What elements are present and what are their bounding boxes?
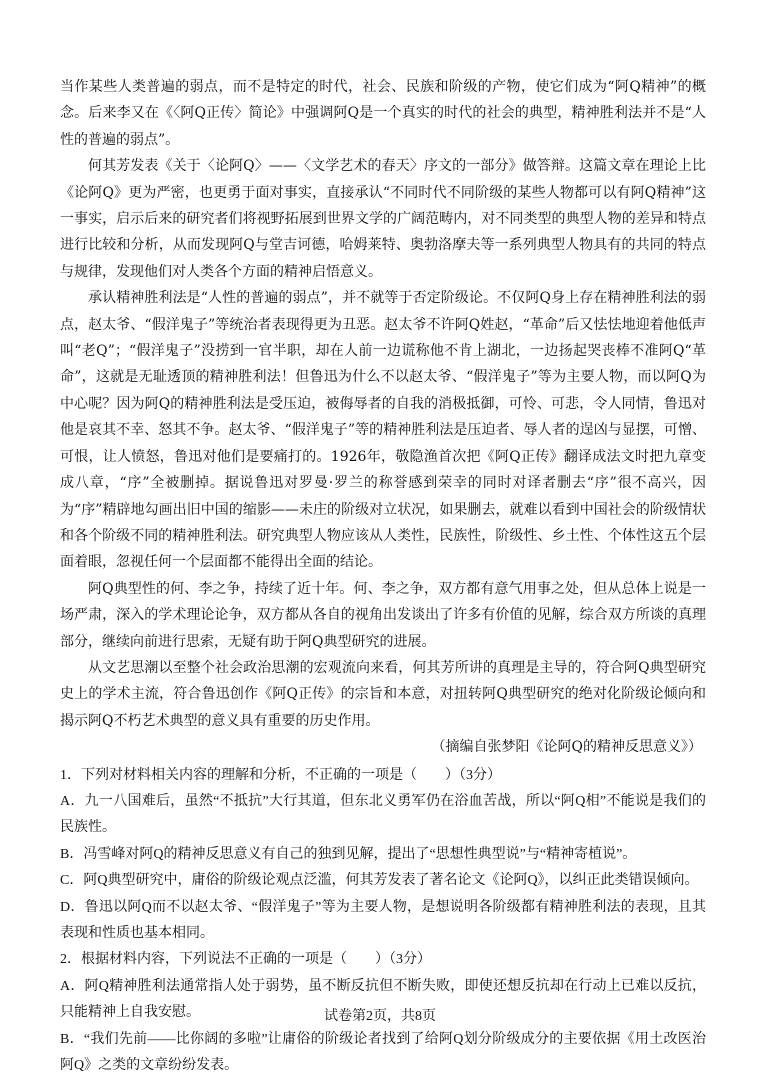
passage-paragraph: 当作某些人类普遍的弱点，而不是特定的时代，社会、民族和阶级的产物，使它们成为“阿Q精神”的概念。后来李又在《〈阿Q正传〉简论》中强调阿Q是一个真实的时代的社会的典型，精神胜利法并不是“人性的普遍的弱点”。 [60,79,706,148]
passage-paragraph: 从文艺思潮以至整个社会政治思潮的宏观流向来看，何其芳所讲的真理是主导的，符合阿Q典型研究史上的学术主流，符合鲁迅创作《阿Q正传》的宗旨和本意，对扭转阿Q典型研究的绝对化阶级论倾向和揭示阿Q不朽艺术典型的意义具有重要的历史作用。 [60,659,706,729]
passage-paragraph: 承认精神胜利法是“人性的普遍的弱点”，并不就等于否定阶级论。不仅阿Q身上存在精神胜利法的弱点，赵太爷、“假洋鬼子”等统治者表现得更为丑恶。赵太爷不许阿Q姓赵，“革命”后又怯怯地迎着他低声叫“老Q”；“假洋鬼子”没捞到一官半职，却在人前一边谎称他不肯上湖北，一边扬起哭丧棒不准阿Q“革命”，这就是无耻透顶的精神胜利法！但鲁迅为什么不以赵太爷、“假洋鬼子”等为主要人物，而以阿Q为中心呢？因为阿Q的精神胜利法是受压迫，被侮辱者的自我的消极抵御，可怜、可悲，令人同情，鲁迅对他是哀其不幸、怒其不争。赵太爷、“假洋鬼子”等的精神胜利法是压迫者、辱人者的逞凶与显摆，可憎、可恨，让人愤怒，鲁迅对他们是要痛打的。1926年，敬隐渔首次把《阿Q正传》翻译成法文时把九章变成八章，“序”全被删掉。据说鲁迅对罗曼·罗兰的称誉感到荣幸的同时对译者删去“序”很不高兴，因为“序”精辟地勾画出旧中国的缩影——未庄的阶级对立状况，如果删去，就难以看到中国社会的阶级情状和各个阶级不同的精神胜利法。研究典型人物应该从人类性，民族性，阶级性、乡土性、个体性这五个层面着眼，忽视任何一个层面都不能得出全面的结论。 [60,290,706,571]
answer-option-b: B．“我们先前——比你阔的多啦”让庸俗的阶级论者找到了给阿Q划分阶级成分的主要依据《用土改医治阿Q》之类的文章纷纷发表。 [60,1031,706,1074]
reading-passage [60,74,706,761]
passage-source: （摘编自张梦阳《论阿Q的精神反思意义》） [431,739,702,756]
question-1 [60,763,706,948]
question-stem: 2．根据材料内容，下列说法不正确的一项是（ ）（3分） [60,952,431,968]
answer-option-d: D．鲁迅以阿Q而不以赵太爷、“假洋鬼子”等为主要人物，是想说明各阶级都有精神胜利法的表现，且其表现和性质也基本相同。 [60,899,706,941]
answer-option-a: A．九一八国难后，虽然“不抵抗”大行其道，但东北义勇军仍在浴血苦战，所以“阿Q相”不能说是我们的民族性。 [60,793,706,836]
passage-paragraph: 阿Q典型性的何、李之争，持续了近十年。何、李之争，双方都有意气用事之处，但从总体上说是一场严肃，深入的学术理论论争，双方都从各自的视角出发谈出了许多有价值的见解，综合双方所谈的真理部分，继续向前进行思索，无疑有助于阿Q典型研究的进展。 [60,580,706,650]
answer-option-b: B．冯雪峰对阿Q的精神反思意义有自己的独到见解，提出了“思想性典型说”与“精神寄植说”。 [60,846,637,862]
page-content [60,74,706,1079]
answer-option-a: A．阿Q精神胜利法通常指人处于弱势，虽不断反抗但不断失败，即使还想反抗却在行动上已难以反抗，只能精神上自我安慰。 [60,978,706,1021]
question-stem: 1．下列对材料相关内容的理解和分析，不正确的一项是（ ）（3分） [60,767,501,783]
page-footer: 试卷第2页，共8页 [324,1009,436,1024]
answer-option-c: C．阿Q典型研究中，庸俗的阶级论观点泛滥，何其芳发表了著名论文《论阿Q》，以纠正此类错误倾向。 [60,873,699,889]
passage-paragraph: 何其芳发表《关于〈论阿Q〉——〈文学艺术的春天〉序文的一部分》做答辩。这篇文章在理论上比《论阿Q》更为严密，也更勇于面对事实，直接承认“不同时代不同阶级的某些人物都可以有阿Q精神”这一事实，启示后来的研究者们将视野拓展到世界文学的广阔范畴内，对不同类型的典型人物的差异和特点进行比较和分析，从而发现阿Q与堂吉诃德，哈姆莱特、奥勃洛摩夫等一系列典型人物具有的共同的特点与规律，发现他们对人类各个方面的精神启悟意义。 [60,158,706,280]
